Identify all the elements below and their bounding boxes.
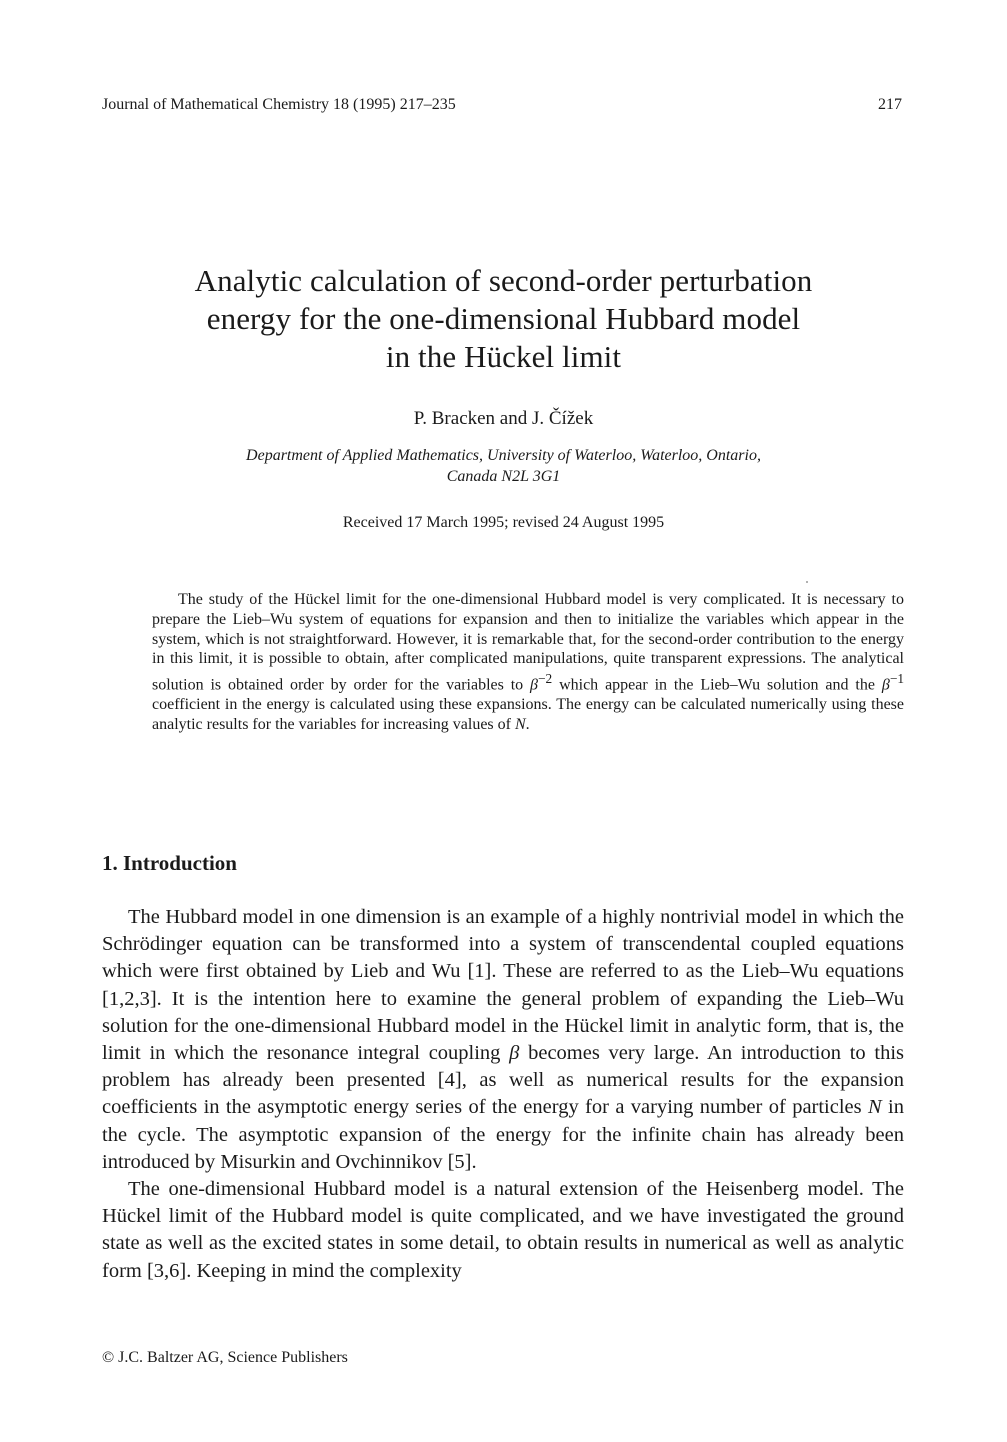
paragraph-text: The Hubbard model in one dimension is an example of a highly nontrivial model in which the Schrödinger equation can be transformed into a system of transcendental coupled equations which were first obtained by Lieb and Wu [1]. These are referred to as the Lieb–Wu equations [1,2,3]. It is the intention here to examine the general problem of expanding the Lieb–Wu solution for the one-dimensional Hubbard model in the Hückel limit in analytic form, that is, the limit in which the resonance integral coupling	[102, 906, 904, 1065]
title-line: Analytic calculation of second-order perturbation	[194, 263, 813, 298]
received-dates: Received 17 March 1995; revised 24 August 1995	[342, 514, 665, 531]
abstract-text: coefficient in the energy is calculated using these expansions. The energy can be calculated numerically using these analytic results for the variables for increasing values of	[152, 696, 904, 734]
affiliation-line: Department of Applied Mathematics, University of Waterloo, Waterloo, Ontario,	[246, 447, 761, 464]
affiliation	[0, 445, 1007, 487]
body-text	[102, 904, 904, 1285]
page-number: 217	[878, 96, 902, 113]
abstract-text: The study of the Hückel limit for the one-dimensional Hubbard model is very complicated. It is necessary to prepare the Lieb–Wu system of equations for expansion and then to initialize the variables which appear in the system, which is not straightforward. However, it is remarkable that, for the second-order contribution to the energy in this limit, it is possible to obtain, after complicated manipulations, quite transparent expressions. The analytical solution is obtained order by order for the variables to	[152, 591, 904, 694]
title-line: energy for the one-dimensional Hubbard model	[206, 301, 801, 336]
beta-symbol: β	[530, 676, 539, 694]
exponent: −2	[538, 671, 553, 687]
exponent: −1	[889, 671, 904, 687]
running-head	[102, 96, 902, 114]
copyright-footer: © J.C. Baltzer AG, Science Publishers	[102, 1349, 348, 1366]
paragraph-text: becomes very large. An introduction to this problem has already been presented [4], as well as numerical results for the expansion coefficients in the asymptotic energy series of the energy for a varying number of particles	[102, 1042, 904, 1119]
abstract-text: which appear in the Lieb–Wu solution and the	[552, 676, 882, 694]
journal-citation: Journal of Mathematical Chemistry 18 (1995) 217–235	[102, 96, 456, 113]
abstract	[152, 590, 904, 735]
n-symbol: N	[868, 1096, 882, 1119]
n-symbol: N	[514, 716, 526, 734]
paragraph-text: in the cycle. The asymptotic expansion of the energy for the infinite chain has already been introduced by Misurkin and Ovchinnikov [5].	[102, 1096, 904, 1173]
beta-symbol: β	[509, 1042, 520, 1065]
beta-symbol: β	[881, 676, 890, 694]
title-line: in the Hückel limit	[385, 339, 622, 374]
paragraph	[102, 904, 904, 1176]
authors: P. Bracken and J. Čížek	[413, 408, 594, 429]
section-heading: 1. Introduction	[102, 851, 237, 875]
affiliation-line: Canada N2L 3G1	[446, 468, 561, 485]
scan-speck	[806, 581, 808, 583]
abstract-text: .	[525, 716, 530, 734]
paragraph: The one-dimensional Hubbard model is a natural extension of the Heisenberg model. The Hückel limit of the Hubbard model is quite complicated, and we have investigated the ground state as well as the excited states in some detail, to obtain results in numerical as well as analytic form [3,6]. Keeping in mind the complexity	[102, 1178, 904, 1282]
paper-title	[0, 262, 1007, 376]
